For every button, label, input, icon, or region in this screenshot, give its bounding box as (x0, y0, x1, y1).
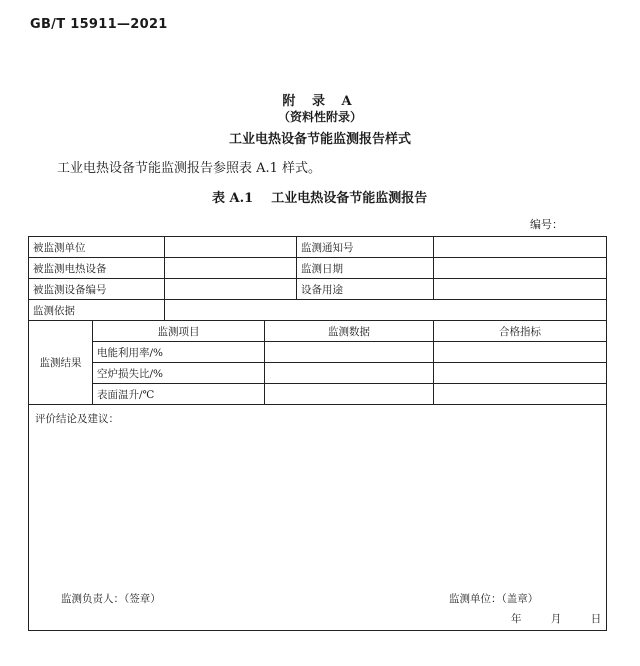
col-header-item: 监测项目 (93, 321, 265, 342)
appendix-nature: （资料性附录） (277, 110, 362, 124)
evaluation-label: 评价结论及建议： (35, 413, 119, 425)
table-row (29, 300, 607, 321)
table-row (29, 237, 607, 258)
serial-number-label: 编号： (530, 218, 563, 231)
intro-paragraph: 工业电热设备节能监测报告参照表 A.1 样式。 (57, 161, 322, 176)
result-data-cell[interactable] (265, 384, 434, 405)
month-label: 月 (550, 613, 562, 625)
monitored-unit-label: 被监测单位 (29, 237, 165, 258)
unit-seal-label: 监测单位：（盖章） (449, 593, 539, 605)
table-row (29, 321, 607, 342)
result-index-cell[interactable] (434, 384, 607, 405)
col-header-data: 监测数据 (265, 321, 434, 342)
table-row (29, 384, 607, 405)
year-label: 年 (511, 613, 522, 625)
result-label: 监测结果 (29, 321, 93, 405)
equipment-no-value[interactable] (165, 279, 297, 300)
equipment-use-value[interactable] (434, 279, 607, 300)
standard-number: GB/T 15911—2021 (30, 17, 168, 32)
result-index-cell[interactable] (434, 363, 607, 384)
appendix-title: 工业电热设备节能监测报告样式 (228, 132, 411, 147)
table-caption-number: 表 A.1 (212, 191, 254, 206)
date-line (511, 611, 601, 626)
day-label: 日 (590, 613, 602, 625)
result-item-label: 电能利用率/% (93, 342, 265, 363)
person-in-charge-label: 监测负责人：（签章） (61, 593, 161, 605)
report-form-table (28, 236, 607, 631)
table-row (29, 279, 607, 300)
result-item-label: 空炉损失比/% (93, 363, 265, 384)
result-data-cell[interactable] (265, 363, 434, 384)
equipment-use-label: 设备用途 (297, 279, 434, 300)
table-caption (212, 187, 427, 206)
result-item-label: 表面温升/℃ (93, 384, 265, 405)
equipment-value[interactable] (165, 258, 297, 279)
table-row (29, 258, 607, 279)
table-row (29, 342, 607, 363)
notice-no-label: 监测通知号 (297, 237, 434, 258)
table-row (29, 405, 607, 631)
equipment-label: 被监测电热设备 (29, 258, 165, 279)
basis-value[interactable] (165, 300, 607, 321)
table-row (29, 363, 607, 384)
col-header-index: 合格指标 (434, 321, 607, 342)
appendix-label: 附 录 A (282, 94, 358, 109)
monitored-unit-value[interactable] (165, 237, 297, 258)
monitor-date-label: 监测日期 (297, 258, 434, 279)
notice-no-value[interactable] (434, 237, 607, 258)
evaluation-cell[interactable] (29, 405, 607, 631)
result-data-cell[interactable] (265, 342, 434, 363)
monitor-date-value[interactable] (434, 258, 607, 279)
basis-label: 监测依据 (29, 300, 165, 321)
result-index-cell[interactable] (434, 342, 607, 363)
table-caption-title: 工业电热设备节能监测报告 (271, 191, 428, 206)
equipment-no-label: 被监测设备编号 (29, 279, 165, 300)
